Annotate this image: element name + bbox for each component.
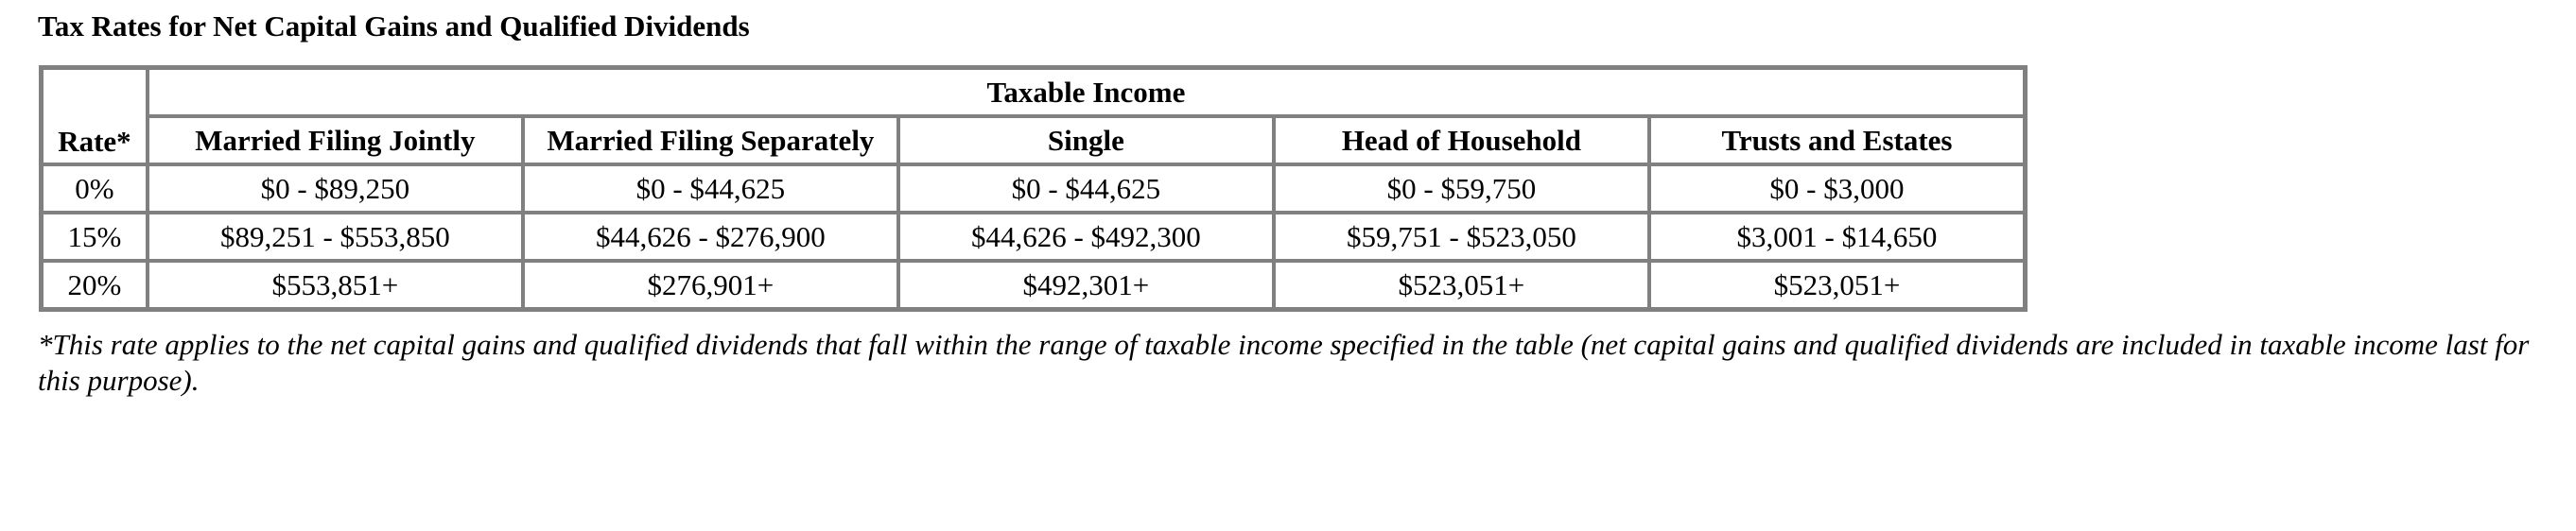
table-row <box>42 164 2025 213</box>
table-cell: $89,251 - $553,850 <box>148 213 523 261</box>
table-cell: $44,626 - $276,900 <box>523 213 898 261</box>
column-header-married-filing-separately: Married Filing Separately <box>523 116 898 164</box>
table-cell: $523,051+ <box>1649 261 2025 309</box>
table-row <box>42 213 2025 261</box>
table-cell: $523,051+ <box>1274 261 1649 309</box>
header-row-group <box>42 68 2025 116</box>
table-row <box>42 261 2025 309</box>
table-cell: $3,001 - $14,650 <box>1649 213 2025 261</box>
rate-cell: 0% <box>42 164 148 213</box>
table-cell: $0 - $3,000 <box>1649 164 2025 213</box>
rate-cell: 15% <box>42 213 148 261</box>
column-header-head-of-household: Head of Household <box>1274 116 1649 164</box>
rate-cell: 20% <box>42 261 148 309</box>
rate-column-header: Rate* <box>42 68 148 164</box>
table-cell: $59,751 - $523,050 <box>1274 213 1649 261</box>
table-cell: $0 - $44,625 <box>523 164 898 213</box>
table-cell: $0 - $44,625 <box>898 164 1274 213</box>
table-cell: $492,301+ <box>898 261 1274 309</box>
table-cell: $276,901+ <box>523 261 898 309</box>
page-title: Tax Rates for Net Capital Gains and Qualified Dividends <box>38 9 750 43</box>
table-cell: $0 - $59,750 <box>1274 164 1649 213</box>
table-cell: $44,626 - $492,300 <box>898 213 1274 261</box>
taxable-income-group-header: Taxable Income <box>148 68 2025 116</box>
header-row-columns <box>42 116 2025 164</box>
column-header-trusts-and-estates: Trusts and Estates <box>1649 116 2025 164</box>
table-cell: $0 - $89,250 <box>148 164 523 213</box>
table-cell: $553,851+ <box>148 261 523 309</box>
tax-rates-table <box>39 65 2028 312</box>
column-header-married-filing-jointly: Married Filing Jointly <box>148 116 523 164</box>
column-header-single: Single <box>898 116 1274 164</box>
footnote: *This rate applies to the net capital gains and qualified dividends that fall within the range of taxable income specified in the table (net capital gains and qualified dividends are included in taxable income last for this purpose). <box>38 328 2530 397</box>
